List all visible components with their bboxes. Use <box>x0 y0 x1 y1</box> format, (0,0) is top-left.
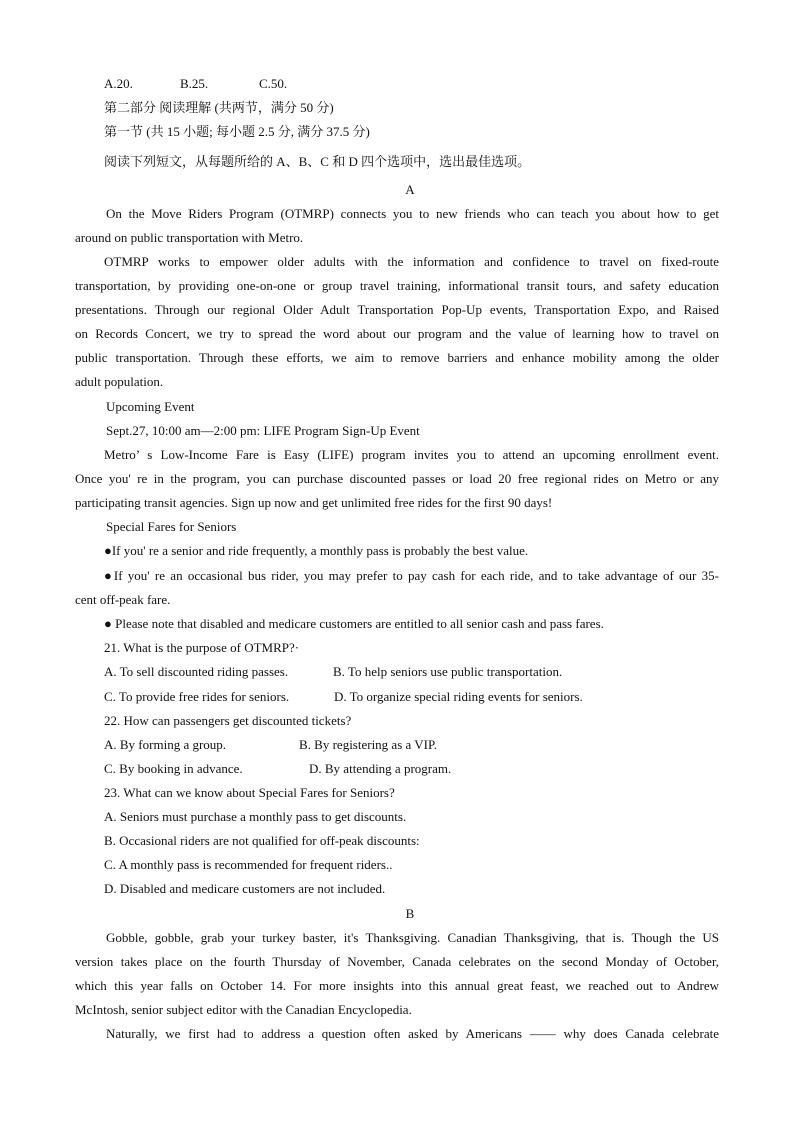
passage-a-p2-line4: on Records Concert, we try to spread the word about our program and the value of learning how to travel on <box>75 326 719 341</box>
passage-a-p3-line3: participating transit agencies. Sign up now and get unlimited free rides for the first 90 days! <box>75 495 553 510</box>
option-a: A.20. <box>104 76 133 91</box>
q22-stem: 22. How can passengers get discounted tickets? <box>104 713 352 728</box>
q21-option-c: C. To provide free rides for seniors. <box>104 689 290 704</box>
instructions: 阅读下列短文，从每题所给的 A、B、C 和 D 四个选项中，选出最佳选项。 <box>104 154 531 169</box>
q22-option-a: A. By forming a group. <box>104 737 227 752</box>
q21-option-a: A. To sell discounted riding passes. <box>104 664 289 679</box>
option-c: C.50. <box>259 76 288 91</box>
passage-b-p1-line4: McIntosh, senior subject editor with the Canadian Encyclopedia. <box>75 1002 412 1017</box>
event-line: Sept.27, 10:00 am—2:00 pm: LIFE Program Sign-Up Event <box>106 423 420 438</box>
fare-bullet-3: ● Please note that disabled and medicare customers are entitled to all senior cash and pass fares. <box>104 616 604 631</box>
passage-a-p2-line1: OTMRP works to empower older adults with the information and confidence to travel on fixed-route <box>104 254 719 269</box>
passage-b-p1-line1: Gobble, gobble, grab your turkey baster, it's Thanksgiving. Canadian Thanksgiving, that is. Though the US <box>106 930 719 945</box>
q21-options-row1 <box>104 660 562 684</box>
passage-a-p1-line2: around on public transportation with Metro. <box>75 230 304 245</box>
upcoming-event-heading: Upcoming Event <box>106 399 195 414</box>
q23-option-c: C. A monthly pass is recommended for frequent riders.. <box>104 857 393 872</box>
passage-a-p2-line2: transportation, by providing one-on-one or group travel training, informational transit tours, and safety education <box>75 278 719 293</box>
option-b: B.25. <box>180 76 209 91</box>
passage-a-p2-line5: public transportation. Through these efforts, we aim to remove barriers and enhance mobility among the older <box>75 350 719 365</box>
passage-b-p1-line2: version takes place on the fourth Thursday of November, Canada celebrates on the second Monday of October, <box>75 954 719 969</box>
passage-a-p1-line1: On the Move Riders Program (OTMRP) connects you to new friends who can teach you about how to get <box>106 206 719 221</box>
q21-stem: 21. What is the purpose of OTMRP?· <box>104 640 300 655</box>
q22-option-b: B. By registering as a VIP. <box>299 737 438 752</box>
q21-option-d: D. To organize special riding events for seniors. <box>334 689 583 704</box>
passage-a-p2-line3: presentations. Through our regional Older Adult Transportation Pop-Up events, Transportation Expo, and Raised <box>75 302 719 317</box>
q21-option-b: B. To help seniors use public transportation. <box>333 664 563 679</box>
passage-a-p2-line6: adult population. <box>75 374 164 389</box>
fare-bullet-2-line1: ●If you' re an occasional bus rider, you may prefer to pay cash for each ride, and to take advantage of our 35- <box>104 568 719 583</box>
section-title: 第二部分 阅读理解 (共两节，满分 50 分) <box>104 100 334 115</box>
q23-stem: 23. What can we know about Special Fares for Seniors? <box>104 785 395 800</box>
fare-bullet-2-line2: cent off-peak fare. <box>75 592 171 607</box>
passage-a-label: A <box>405 182 415 197</box>
fare-bullet-1: ●If you' re a senior and ride frequently, a monthly pass is probably the best value. <box>104 543 529 558</box>
passage-b-p2-line1: Naturally, we first had to address a question often asked by Americans —— why does Canada celebrate <box>106 1026 719 1041</box>
subsection-title: 第一节 (共 15 小题; 每小题 2.5 分, 满分 37.5 分) <box>104 124 370 139</box>
q21-options-row2 <box>104 685 583 709</box>
passage-b-label: B <box>405 906 415 921</box>
passage-a-p3-line2: Once you' re in the program, you can purchase discounted passes or load 20 free regional rides on Metro or any <box>75 471 719 486</box>
q22-options-row1 <box>104 733 437 757</box>
special-fares-heading: Special Fares for Seniors <box>106 519 237 534</box>
q22-options-row2 <box>104 757 451 781</box>
prev-question-options <box>104 72 287 96</box>
q22-option-c: C. By booking in advance. <box>104 761 243 776</box>
q22-option-d: D. By attending a program. <box>309 761 452 776</box>
q23-option-d: D. Disabled and medicare customers are not included. <box>104 881 386 896</box>
passage-b-p1-line3: which this year falls on October 14. For more insights into this annual great feast, we reached out to Andrew <box>75 978 719 993</box>
q23-option-b: B. Occasional riders are not qualified for off-peak discounts: <box>104 833 420 848</box>
q23-option-a: A. Seniors must purchase a monthly pass to get discounts. <box>104 809 407 824</box>
passage-a-p3-line1: Metro’ s Low-Income Fare is Easy (LIFE) program invites you to attend an upcoming enrollment event. <box>104 447 719 462</box>
